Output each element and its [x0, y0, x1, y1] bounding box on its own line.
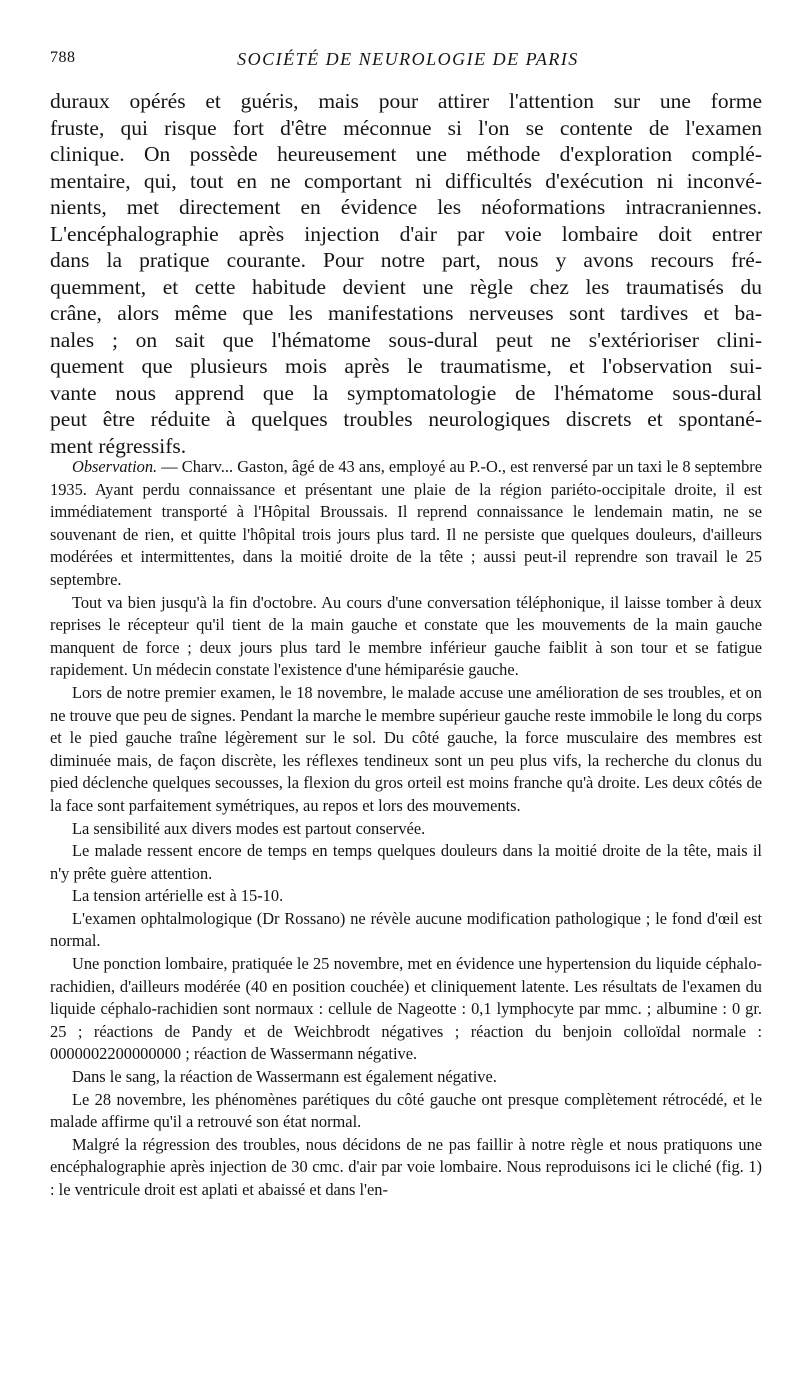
running-head	[50, 49, 766, 73]
observation-section	[50, 456, 762, 1202]
intro-line: duraux opérés et guéris, mais pour attirer l'attention sur une forme	[50, 89, 762, 113]
observation-paragraph: Dans le sang, la réaction de Wassermann est également négative.	[72, 1067, 497, 1087]
intro-line: nients, met directement en évidence les néoformations intracraniennes.	[50, 195, 762, 219]
intro-paragraph	[50, 88, 762, 459]
observation-paragraph: L'examen ophtalmologique (Dr Rossano) ne révèle aucune modification pathologique ; le fond d'œil est normal.	[50, 908, 762, 951]
observation-paragraph: Le malade ressent encore de temps en temps quelques douleurs dans la moitié droite de la tête, mais il n'y prête guère attention.	[50, 841, 762, 883]
intro-line: ment régressifs.	[50, 433, 187, 458]
observation-label: Observation.	[72, 457, 158, 476]
journal-title: SOCIÉTÉ DE NEUROLOGIE DE PARIS	[237, 49, 579, 69]
intro-line: clinique. On possède heureusement une méthode d'exploration complé-	[50, 142, 762, 166]
intro-line: peut être réduite à quelques troubles neurologiques discrets et spontané-	[50, 407, 762, 431]
observation-paragraph	[50, 456, 762, 592]
intro-line: nales ; on sait que l'hématome sous-dural peut ne s'extérioriser clini-	[50, 327, 762, 352]
observation-text: — Charv... Gaston, âgé de 43 ans, employé au P.-O., est renversé par un taxi le 8 septembre 1935. Ayant perdu connaissance et présentant une plaie de la région pariéto-occipitale droite, il est immédiatement transporté à l'Hôpital Broussais. Il reprend connaissance le lendemain matin, ne se souvenant de rien, et quitte l'hôpital trois jours plus tard. Il ne persiste que quelques douleurs, d'ailleurs modérées et intermittentes, dans la moitié droite de la tête ; aussi peut-il reprendre son travail le 25 septembre.	[50, 457, 762, 589]
intro-line: crâne, alors même que les manifestations nerveuses sont tardives et ba-	[50, 301, 762, 325]
observation-paragraph: Tout va bien jusqu'à la fin d'octobre. Au cours d'une conversation téléphonique, il laisse tomber à deux reprises le récepteur qu'il tient de la main gauche et constate que les mouvements de la main gauche manquent de force ; deux jours plus tard le membre inférieur gauche faiblit à son tour et se fatigue rapidement. Un médecin constate l'existence d'une hémiparésie gauche.	[50, 592, 762, 680]
observation-paragraph: La tension artérielle est à 15-10.	[72, 886, 284, 906]
observation-paragraph: Le 28 novembre, les phénomènes parétiques du côté gauche ont presque complètement rétrocédé, et le malade affirme qu'il a retrouvé son état normal.	[50, 1089, 762, 1132]
intro-line: vante nous apprend que la symptomatologie de l'hématome sous-dural	[50, 380, 762, 405]
observation-paragraph: Une ponction lombaire, pratiquée le 25 novembre, met en évidence une hypertension du liquide céphalo-rachidien, d'ailleurs modérée (40 en position couchée) et cliniquement latente. Les résultats de l'examen du liquide céphalo-rachidien sont normaux : cellule de Nageotte : 0,1 lymphocyte par mmc. ; albumine : 0 gr. 25 ; réactions de Pandy et de Weichbrodt négatives ; réaction du benjoin colloïdal normale : 0000002200000000 ; réaction de Wassermann négative.	[50, 954, 762, 1064]
intro-line: fruste, qui risque fort d'être méconnue si l'on se contente de l'examen	[50, 115, 762, 140]
intro-line: L'encéphalographie après injection d'air par voie lombaire doit entrer	[50, 221, 762, 246]
observation-paragraph: Malgré la régression des troubles, nous décidons de ne pas faillir à notre règle et nous pratiquons une encéphalographie après injection de 30 cmc. d'air par voie lombaire. Nous reproduisons ici le cliché (fig. 1) : le ventricule droit est aplati et abaissé et dans l'en-	[50, 1134, 762, 1199]
observation-paragraph: Lors de notre premier examen, le 18 novembre, le malade accuse une amélioration de ses troubles, et on ne trouve que peu de signes. Pendant la marche le membre supérieur gauche reste immobile le long du corps et le pied gauche traîne légèrement sur le sol. Du côté gauche, la force musculaire des membres est diminuée mais, de façon discrète, les réflexes tendineux sont un peu plus vifs, la recherche du clonus du pied déclenche quelques secousses, la flexion du gros orteil est moins franche qu'à droite. Les deux côtés de la face sont parfaitement symétriques, au repos et lors des mouvements.	[50, 682, 762, 815]
intro-line: quement que plusieurs mois après le traumatisme, et l'observation sui-	[50, 354, 762, 378]
intro-line: quemment, et cette habitude devient une règle chez les traumatisés du	[50, 274, 762, 299]
observation-paragraph: La sensibilité aux divers modes est partout conservée.	[72, 818, 426, 838]
intro-line: dans la pratique courante. Pour notre part, nous y avons recours fré-	[50, 248, 762, 272]
page-number: 788	[50, 49, 76, 66]
intro-line: mentaire, qui, tout en ne comportant ni difficultés d'exécution ni inconvé-	[50, 168, 762, 193]
